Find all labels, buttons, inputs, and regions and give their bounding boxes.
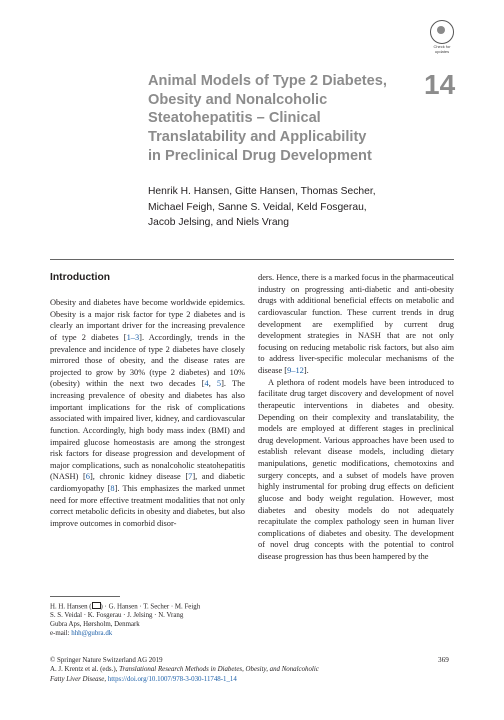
right-column — [258, 272, 454, 563]
citation-link[interactable]: 1–3 — [126, 332, 140, 342]
body-text: ]. This emphasizes the marked unmet need for more effective treatment modalities that not only correct metabolic deficits in obesity and diabetes, but also improve outcomes in comorbid disor- — [50, 484, 245, 528]
footnote-text: H. H. Hansen ( — [50, 603, 92, 611]
envelope-icon — [92, 602, 101, 609]
chapter-title-line: in Preclinical Drug Development — [148, 147, 372, 164]
body-text: A plethora of rodent models have been introduced to facilitate drug target discovery and development of novel therapeutic interventions in diabetes and obesity. Depending on their complexity and translatability, the models are employed at different stages in preclinical drug development. Various approaches have been used to establish relevant disease models, including dietary manipulations, genetic modifications, chemotoxins and surgery concepts, and a subset of models have proven highly instrumental for probing drug effects on deficient glucose and body weight regulation. However, most diabetes and obesity models do not adequately recapitulate the complex pathology seen in human liver complications of diabetes and obesity. The development of novel drug concepts with the potential to control disease progression has thus been hampered by the — [258, 377, 454, 561]
citation-link[interactable]: 5 — [216, 379, 222, 389]
email-label: e-mail: — [50, 629, 72, 637]
author-line: Jacob Jelsing, and Niels Vrang — [148, 217, 289, 229]
badge-label-line: updates — [434, 48, 450, 54]
check-for-updates-badge[interactable] — [427, 20, 457, 54]
author-list — [148, 184, 438, 231]
page-number: 369 — [438, 656, 449, 664]
left-column — [50, 272, 245, 530]
body-text: ]. — [303, 366, 309, 375]
copyright-block — [50, 656, 470, 684]
chapter-title — [148, 72, 418, 166]
citation-link[interactable]: 4 — [204, 379, 209, 389]
citation-link[interactable]: 8 — [110, 484, 115, 493]
body-text: ], chronic kidney disease [ — [89, 472, 189, 482]
body-paragraph — [258, 272, 454, 377]
footnote-divider — [50, 596, 120, 597]
body-text: ders. Hence, there is a marked focus in the pharmaceutical industry on progressing anti-diabetic and anti-obesity drugs with additional beneficial effects on metabolic and cardiovascular function. These current trends in drug development are exemplified by current drug development strategies in NASH that are not only focusing on reducing metabolic risk factors, but also aim to address liver-specific molecular mechanisms of the disease [ — [258, 273, 454, 375]
header-divider — [50, 259, 454, 260]
section-heading: Introduction — [50, 272, 111, 283]
chapter-title-line: Animal Models of Type 2 Diabetes, — [148, 73, 387, 89]
book-title: Fatty Liver Disease — [50, 675, 105, 683]
author-line: Michael Feigh, Sanne S. Veidal, Keld Fosgerau, — [148, 201, 367, 213]
author-line: Henrik H. Hansen, Gitte Hansen, Thomas Secher, — [148, 186, 376, 197]
book-title: Translational Research Methods in Diabetes, Obesity, and Nonalcoholic — [119, 666, 319, 674]
chapter-title-line: Steatohepatitis – Clinical — [148, 110, 321, 127]
body-paragraph — [258, 377, 454, 563]
check-for-updates-icon — [430, 20, 454, 44]
citation-line — [50, 675, 470, 684]
body-text: ], and diabetic cardiomyopathy [ — [50, 472, 246, 493]
chapter-title-line: Translatability and Applicability — [148, 129, 367, 146]
citation-link[interactable]: 9–12 — [287, 366, 304, 375]
body-text: Obesity and diabetes have become worldwide epidemics. Obesity is a major risk factor for type 2 diabetes and is clearly an important driver for the increasing prevalence of type 2 diabetes [ — [50, 298, 245, 342]
author-affiliation-footnote — [50, 602, 250, 639]
body-text: ]. Accordingly, trends in the prevalence and incidence of type 2 diabetes have closely mirrored those of obesity, and the disease rates are projected to grow by 30% (type 2 diabetes) and 10% (obesity) within the next two decades [ — [50, 332, 246, 389]
citation-text: , — [104, 675, 108, 683]
badge-label-line: Check for — [433, 44, 451, 49]
citation-link[interactable]: 6 — [85, 472, 90, 482]
citation-line — [50, 665, 470, 674]
footnote-text: ) · G. Hansen · T. Secher · M. Feigh — [100, 603, 201, 611]
email-link[interactable]: hhh@gubra.dk — [71, 629, 113, 637]
affiliation: Gubra Aps, Hørsholm, Denmark — [50, 621, 140, 629]
copyright-line: © Springer Nature Switzerland AG 2019 — [50, 657, 163, 664]
citation-text: A. J. Krentz et al. (eds.), — [50, 666, 120, 674]
citation-link[interactable]: 7 — [188, 472, 193, 482]
badge-label — [427, 45, 457, 54]
footnote-line — [50, 630, 250, 639]
footnote-line: S. S. Veidal · K. Fosgerau · J. Jelsing · N. Vrang — [50, 612, 184, 620]
chapter-number: 14 — [424, 69, 456, 100]
chapter-title-line: Obesity and Nonalcoholic — [148, 91, 328, 108]
footnote-line — [50, 602, 250, 612]
body-paragraph — [50, 297, 245, 530]
body-text: ]. The increasing prevalence of obesity and diabetes has also important implications for the risk of complications associated with impaired liver, kidney, and cardiovascular function. Accordingly, high body mass index (BMI) and impaired glucose homeostasis are among the strongest risk factors for disease progression and development of major complications, such as nonalcoholic steatohepatitis (NASH) [ — [50, 379, 245, 482]
doi-link[interactable]: https://doi.org/10.1007/978-3-030-11748-1_14 — [107, 675, 237, 683]
body-text: , — [208, 379, 217, 389]
